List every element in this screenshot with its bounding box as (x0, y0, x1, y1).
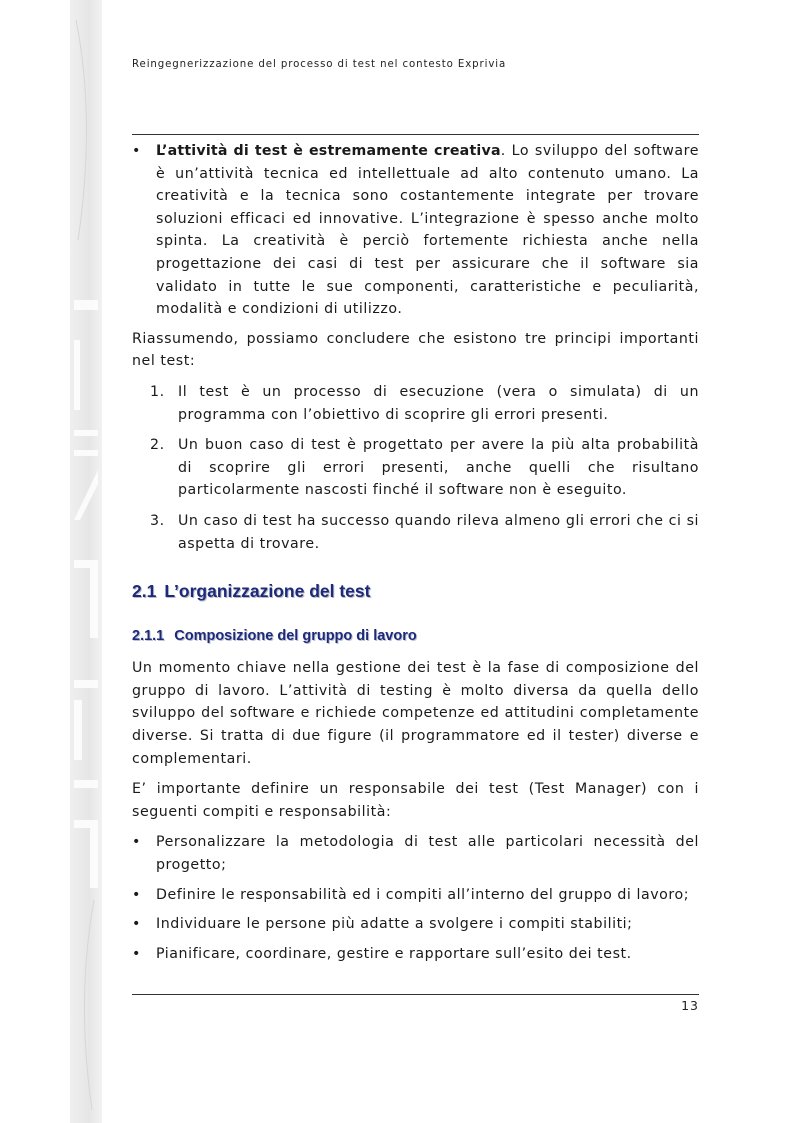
principles-list (132, 381, 699, 555)
responsibility-text: Pianificare, coordinare, gestire e rapportare sull’esito dei test. (156, 945, 632, 962)
section-title: L’organizzazione del test (164, 581, 371, 602)
intro-bullet-bold-lead: L’attività di test è estremamente creativa (156, 143, 501, 159)
principle-item (132, 510, 699, 555)
bullet-icon: • (132, 834, 141, 851)
responsibility-item (132, 913, 699, 936)
principle-number: 1. (150, 383, 165, 400)
bullet-icon: • (132, 916, 141, 933)
section-heading (132, 580, 699, 603)
responsibility-item (132, 831, 699, 876)
responsibility-text: Personalizzare la metodologia di test alle particolari necessità del progetto; (156, 834, 699, 874)
subsection-heading (132, 625, 699, 648)
summary-paragraph: Riassumendo, possiamo concludere che esistono tre principi importanti nel test: (132, 330, 699, 370)
section-number: 2.1 (132, 581, 157, 602)
bullet-icon: • (132, 886, 141, 903)
responsibility-text: Individuare le persone più adatte a svolgere i compiti stabiliti; (156, 916, 633, 933)
principle-number: 2. (150, 437, 165, 454)
intro-bullet-item (132, 140, 699, 321)
page-content (132, 140, 699, 972)
responsibility-text: Definire le responsabilità ed i compiti all’interno del gruppo di lavoro; (156, 886, 690, 903)
principle-text: Un buon caso di test è progettato per avere la più alta probabilità di scoprire gli errori presenti, anche quelli che risultano particolarmente nascosti finché il software non è eseguito. (178, 437, 699, 499)
body-paragraph: Un momento chiave nella gestione dei test è la fase di composizione del gruppo di lavoro. L’attività di testing è molto diversa da quella dello sviluppo del software e richiede competenze ed attitudini completamente diverse. Si tratta di due figure (il programmatore ed il tester) diverse e complementari. (132, 660, 699, 767)
body-paragraph: E’ importante definire un responsabile dei test (Test Manager) con i seguenti compiti e responsabilità: (132, 781, 699, 820)
bullet-icon: • (132, 945, 141, 962)
footer-rule (132, 994, 699, 995)
principle-item (132, 434, 699, 502)
bullet-icon: • (132, 143, 141, 159)
principle-number: 3. (150, 512, 165, 529)
responsibility-item (132, 943, 699, 966)
subsection-number: 2.1.1 (132, 627, 165, 644)
header-rule (132, 134, 699, 135)
subsection-title: Composizione del gruppo di lavoro (174, 627, 417, 644)
page-number: 13 (681, 998, 699, 1013)
responsibilities-list (132, 831, 699, 965)
principle-text: Un caso di test ha successo quando rileva almeno gli errori che ci si aspetta di trovare. (178, 512, 699, 552)
running-header: Reingegnerizzazione del processo di test nel contesto Exprivia (132, 59, 507, 70)
principle-text: Il test è un processo di esecuzione (vera o simulata) di un programma con l’obiettivo di scoprire gli errori presenti. (178, 383, 699, 423)
intro-bullet-text: . Lo sviluppo del software è un’attività tecnica ed intellettuale ad alto contenuto umano. La creatività e la tecnica sono costantemente integrate per trovare soluzioni efficaci ed innovative. L’integrazione è spesso anche molto spinta. La creatività è perciò fortemente richiesta anche nella progettazione dei casi di test per assicurare che il software sia validato in tutte le sue componenti, caratteristiche e peculiarità, modalità e condizioni di utilizzo. (156, 143, 699, 318)
side-watermark-graphic (70, 0, 102, 1123)
principle-item (132, 381, 699, 426)
responsibility-item (132, 884, 699, 907)
